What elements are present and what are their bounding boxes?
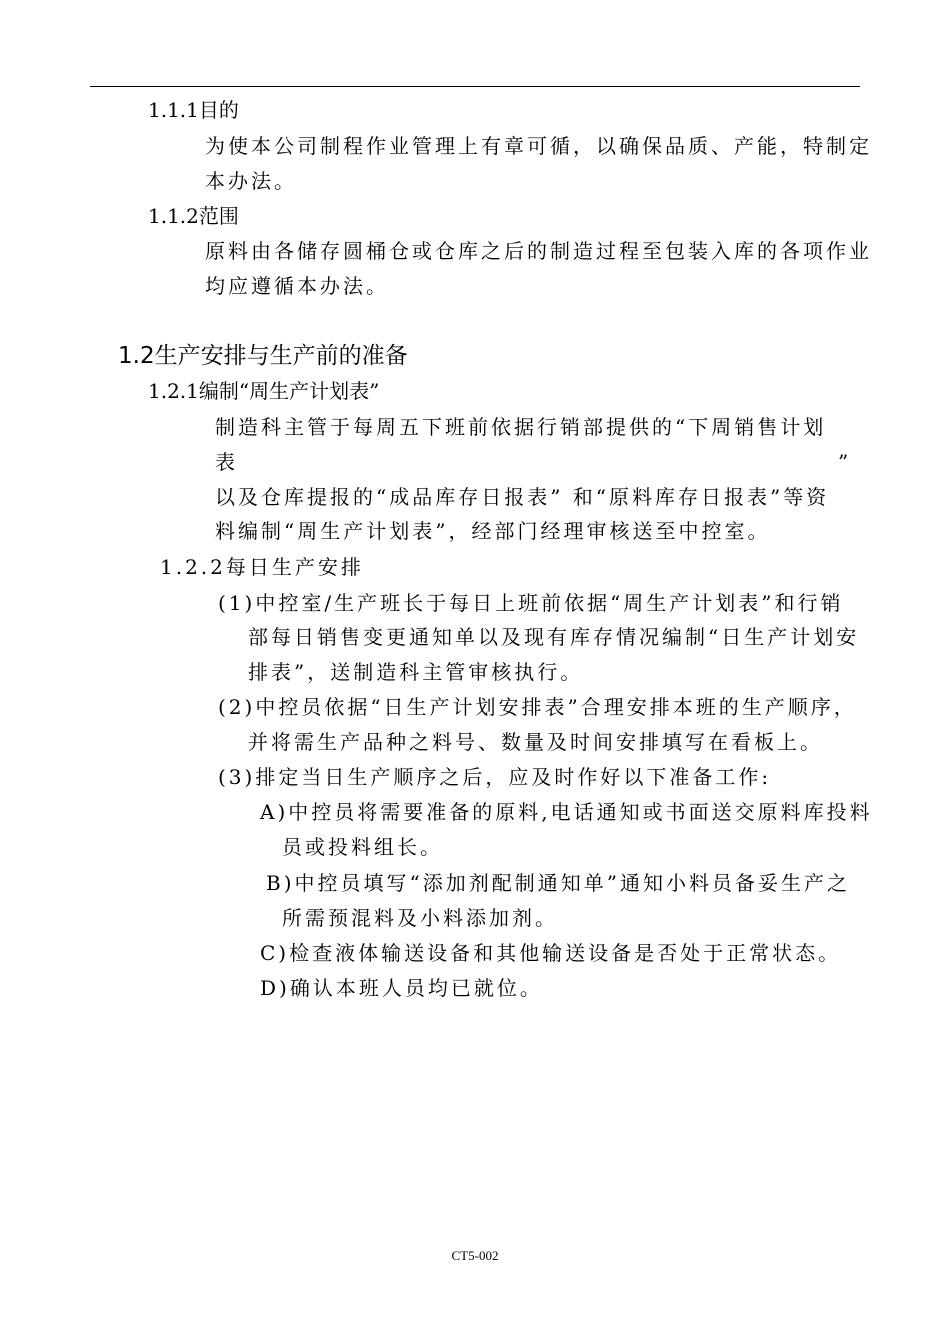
subitem-b-line-1: B)中控员填写“添加剂配制通知单”通知小料员备妥生产之 [266,871,850,895]
section-1-2-1-body-line-2a: 表 [215,450,235,474]
section-1-2-1-title: 1.2.1编制“周生产计划表” [148,379,380,403]
section-1-1-1-body-line-1: 为使本公司制程作业管理上有章可循，以确保品质、产能，特制定 [205,134,872,158]
subitem-a-line-2: 员或投料组长。 [282,835,443,859]
item-2-line-2: 并将需生产品种之料号、数量及时间安排填写在看板上。 [248,730,823,754]
page-footer-code: CT5-002 [451,1248,499,1263]
item-2-line-1: (2)中控员依据“日生产计划安排表”合理安排本班的生产顺序， [218,695,857,719]
section-1-2-1-body-line-1: 制造科主管于每周五下班前依据行销部提供的“下周销售计划 [215,415,827,439]
section-1-2-1-body-line-4: 料编制“周生产计划表”，经部门经理审核送至中控室。 [215,519,771,543]
subitem-a-line-1: A)中控员将需要准备的原料,电话通知或书面送交原料库投料 [260,800,873,824]
section-1-1-2-body-line-1: 原料由各储存圆桶仓或仓库之后的制造过程至包装入库的各项作业 [205,239,872,263]
subitem-c-line-1: C)检查液体输送设备和其他输送设备是否处于正常状态。 [260,941,842,965]
section-1-2-heading: 1.2生产安排与生产前的准备 [118,343,408,369]
item-3-line-1: (3)排定当日生产顺序之后，应及时作好以下准备工作: [218,765,772,789]
item-1-line-2: 部每日销售变更通知单以及现有库存情况编制“日生产计划安 [248,625,860,649]
section-1-2-2-title: 1.2.2每日生产安排 [160,555,364,579]
section-1-1-1-body-line-2: 本办法。 [205,169,297,193]
section-1-2-1-body-line-3: 以及仓库提报的“成品库存日报表” 和“原料库存日报表”等资 [215,485,830,509]
subitem-d-line-1: D)确认本班人员均已就位。 [260,976,543,1000]
section-1-1-1-title: 1.1.1目的 [148,98,239,122]
section-1-1-2-title: 1.1.2范围 [148,204,239,228]
section-1-1-2-body-line-2: 均应遵循本办法。 [205,274,389,298]
subitem-b-line-2: 所需预混料及小料添加剂。 [282,906,558,930]
item-1-line-3: 排表”，送制造科主管审核执行。 [248,660,584,684]
item-1-line-1: (1)中控室/生产班长于每日上班前依据“周生产计划表”和行销 [218,591,844,615]
header-rule [90,86,860,87]
section-1-2-1-body-line-2b: ” [838,450,849,474]
